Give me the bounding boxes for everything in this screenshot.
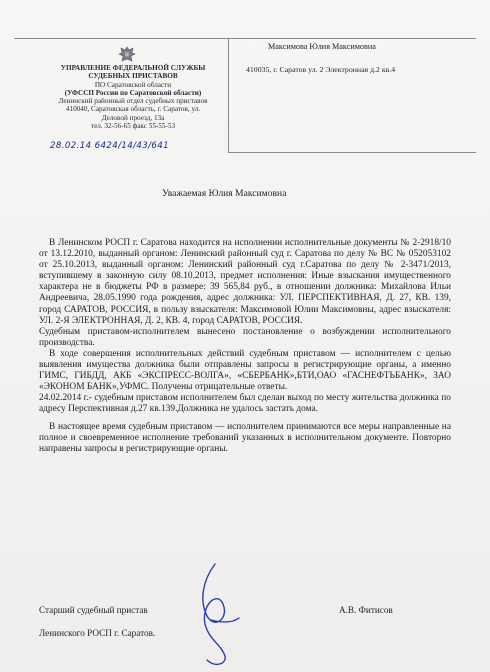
header-divider [228,38,229,152]
handwritten-signature [185,560,245,670]
issuer-line: Деловой проезд, 13а [101,113,165,122]
issuer-line: СУДЕБНЫХ ПРИСТАВОВ [88,72,178,81]
issuer-line: ПО Саратовской области [94,80,172,89]
greeting: Уважаемая Юлия Максимовна [162,188,287,199]
issuer-line: Ленинский районный отдел судебных приставов [58,97,208,106]
body-paragraph: 24.02.2014 г.- судебным приставом исполнителем был сделан выход по месту жительства должника по адресу Перспективная д.27 кв.139.Должника не удалось застать дома. [39,393,451,415]
issuer-line: УПРАВЛЕНИЕ ФЕДЕРАЛЬНОЙ СЛУЖБЫ [60,64,206,72]
eagle-emblem-icon [116,44,138,66]
recipient-name: Максимова Юлия Максимовна [268,42,376,51]
header-top-rule [14,38,476,39]
issuer-line: (УФССП России по Саратовской области) [64,88,202,97]
body-paragraph: В настоящее время судебным приставом — исполнителем принимаются все меры направленные на полное и своевременное исполнение требований указанных в исполнительном документе. Повторно направены запросы в регистрирующие органы. [39,421,451,454]
issuer-line: 410040, Саратовская область, г. Саратов, ул. [65,105,201,114]
letter-body [39,238,451,455]
body-paragraph: В ходе совершения исполнительных действий судебным приставом — исполнителем с целью выявления имущества должника были отправлены запросы в регистрирующие органы, а именно ГИМС, ГИБДД, АКБ «ЭКСПРЕСС-ВОЛГА», «СБЕРБАНК»,БТИ,ОАО «ГАСНЕФТЬБАНК», ЗАО «ЭКОНОМ БАНК»,УФМС. Получены отрицательные ответы. [39,348,451,393]
recipient-address: 410035, г. Саратов ул. 2 Электронная д.2 кв.4 [246,65,396,74]
issuer-block [44,64,222,130]
body-paragraph: В Ленинском РОСП г. Саратова находится на исполнении исполнительные документы № 2-2918/10 от 13.12.2010, выданный органом: Ленинский районный суд г. Саратова по делу № ВС № 052053102 от 25.10.2013, выданный органом: Ленинский районный суд г.Саратова по делу № 2-3471/2013, вступившему в законную силу 08.10.2013, предмет исполнения: Иные взыскания имущественного характера не в бюджеты РФ в размере: 39 565,84 руб., в отношении должника: Михайлова Ильи Андреевича, 28.05.1990 года рождения, адрес должника: УЛ. ПЕРСПЕКТИВНАЯ, Д. 27, КВ. 139, город САРАТОВ, РОССИЯ, в пользу взыскателя: Максимовой Юлии Максимовны, адрес взыскателя: УЛ. 2-Я ЭЛЕКТРОННАЯ, Д. 2, КВ. 4, город САРАТОВ, РОССИЯ. [39,238,451,326]
issuer-line: тел. 32-56-65 факс 55-55-53 [90,122,176,131]
body-paragraph: Судебным приставом-исполнителем вынесено постановление о возбуждении исполнительного производства. [39,326,451,348]
header-bottom-rule [228,152,476,153]
registration-stamp: 28.02.14 6424/14/43/641 [50,141,170,151]
signatory-department: Ленинского РОСП г. Саратов. [39,628,156,638]
signatory-title: Старший судебный пристав [39,605,148,615]
signatory-name: А.В. Фитисов [339,605,393,615]
